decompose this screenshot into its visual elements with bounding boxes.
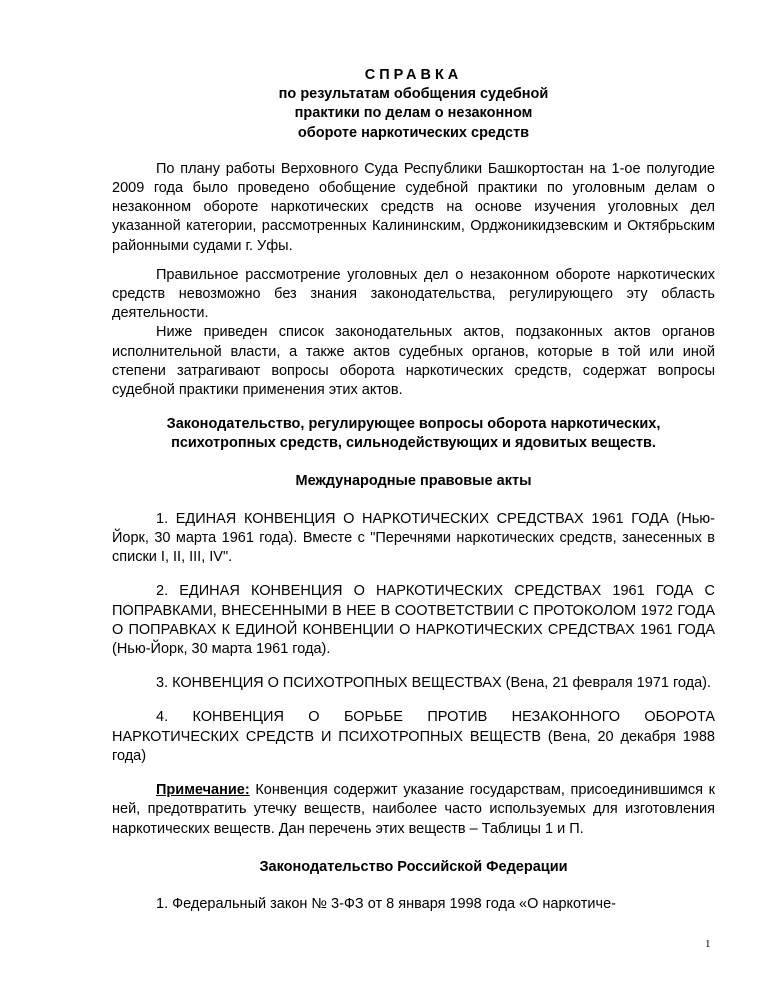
intro-paragraph: По плану работы Верховного Суда Республики Башкортостан на 1-ое полугодие 2009 года было проведено обобщение судебной практики по уголовным делам о незаконном обороте наркотических средств на основе изучения уголовных дел указанной категории, рассмотренных Калининским, Орджоникидзевским и Октябрьским районными судами г. Уфы. [112, 160, 715, 254]
heading-legislation-line-1: Законодательство, регулирующее вопросы оборота наркотических, [166, 416, 661, 433]
heading-russian-federation: Законодательство Российской Федерации [259, 858, 568, 875]
page-number: 1 [705, 938, 711, 950]
note-label: Примечание: [156, 782, 250, 799]
heading-international: Международные правовые акты [295, 472, 532, 489]
document-body [112, 66, 715, 914]
note-paragraph [112, 781, 715, 839]
note-text: Конвенция содержит указание государствам, присоединившимся к ней, предотвратить утечку веществ, наиболее часто используемых для изготовления наркотических веществ. Дан перечень этих веществ – Таблицы 1 и П. [112, 782, 715, 837]
rf-list-item-1: 1. Федеральный закон № 3-ФЗ от 8 января 1998 года «О наркотиче- [156, 895, 616, 912]
heading-legislation-line-2: психотропных средств, сильнодействующих и ядовитых веществ. [171, 435, 656, 452]
title-line-3: обороте наркотических средств [297, 124, 530, 141]
paragraph-acts-list: Ниже приведен список законодательных актов, подзаконных актов органов исполнительной власти, а также актов судебных органов, которые в той или иной степени затрагивают вопросы оборота наркотических средств, содержат вопросы судебной практики применения этих актов. [112, 324, 715, 399]
title-line-1: по результатам обобщения судебной [278, 86, 549, 103]
list-item-2: 2. ЕДИНАЯ КОНВЕНЦИЯ О НАРКОТИЧЕСКИХ СРЕДСТВАХ 1961 ГОДА С ПОПРАВКАМИ, ВНЕСЕННЫМИ В НЕЕ В СООТВЕТСТВИИ С ПРОТОКОЛОМ 1972 ГОДА О ПОПРАВКАХ К ЕДИНОЙ КОНВЕНЦИИ О НАРКОТИЧЕСКИХ СРЕДСТВАХ 1961 ГОДА (Нью-Йорк, 30 марта 1961 года). [112, 583, 715, 658]
list-item-3: 3. КОНВЕНЦИЯ О ПСИХОТРОПНЫХ ВЕЩЕСТВАХ (Вена, 21 февраля 1971 года). [156, 675, 712, 692]
heading-legislation [112, 415, 715, 453]
list-item-4: 4. КОНВЕНЦИЯ О БОРЬБЕ ПРОТИВ НЕЗАКОННОГО ОБОРОТА НАРКОТИЧЕСКИХ СРЕДСТВ И ПСИХОТРОПНЫХ ВЕЩЕСТВ (Вена, 20 декабря 1988 года) [112, 709, 715, 764]
title-line-2: практики по делам о незаконном [294, 105, 533, 122]
list-item-1: 1. ЕДИНАЯ КОНВЕНЦИЯ О НАРКОТИЧЕСКИХ СРЕДСТВАХ 1961 ГОДА (Нью-Йорк, 30 марта 1961 года). Вместе с "Перечнями наркотических средств, занесенных в списки I, II, III, IV". [112, 510, 715, 566]
document-title [112, 66, 715, 143]
paragraph-legislation-knowledge: Правильное рассмотрение уголовных дел о незаконном обороте наркотических средств невозможно без знания законодательства, регулирующего эту область деятельности. [112, 266, 715, 322]
title-main: СПРАВКА [364, 67, 463, 83]
